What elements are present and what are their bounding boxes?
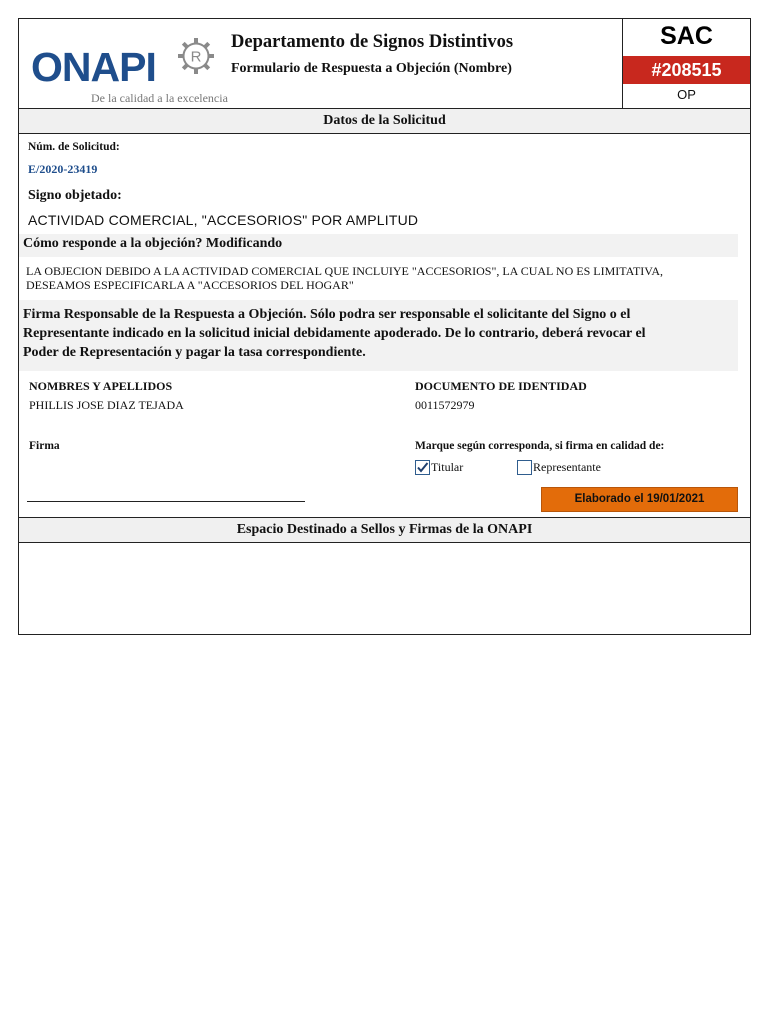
responde-row <box>19 234 738 257</box>
logo-wordmark: ONAPI <box>31 44 156 90</box>
firma-note-block <box>19 300 738 371</box>
objection-response-form <box>18 18 751 635</box>
elaborado-badge: Elaborado el 19/01/2021 <box>541 487 738 512</box>
representante-checkbox[interactable] <box>517 460 532 475</box>
sellos-space <box>19 543 750 634</box>
checkmark-icon <box>416 461 429 474</box>
form-header <box>19 19 750 108</box>
signo-value: ACTIVIDAD COMERCIAL, "ACCESORIOS" POR AMPLITUD <box>28 212 419 228</box>
logo-tagline: De la calidad a la excelencia <box>91 91 228 105</box>
titular-checkbox[interactable] <box>415 460 430 475</box>
sac-label: SAC <box>660 22 713 50</box>
form-title: Formulario de Respuesta a Objeción (Nombre) <box>231 61 512 76</box>
responde-label: Cómo responde a la objeción? Modificando <box>23 236 283 251</box>
num-solicitud-value: E/2020-23419 <box>28 162 98 176</box>
firma-label: Firma <box>29 440 60 452</box>
firma-note-line-2: Representante indicado en la solicitud inicial debidamente apoderado. De lo contrario, deberá revocar el <box>23 326 646 341</box>
documento-label: DOCUMENTO DE IDENTIDAD <box>415 379 587 393</box>
respuesta-line-2: DESEAMOS ESPECIFICARLA A "ACCESORIOS DEL HOGAR" <box>26 278 354 292</box>
num-solicitud-label: Núm. de Solicitud: <box>28 141 120 153</box>
registered-gear-icon <box>177 37 215 75</box>
documento-value: 0011572979 <box>415 398 475 412</box>
onapi-logo <box>31 37 231 107</box>
signature-line <box>27 501 305 502</box>
nombres-label: NOMBRES Y APELLIDOS <box>29 379 173 393</box>
sac-box <box>622 19 750 108</box>
signo-label: Signo objetado: <box>28 188 122 203</box>
firma-note-line-1: Firma Responsable de la Respuesta a Objeción. Sólo podra ser responsable el solicitante del Signo o el <box>23 307 631 322</box>
calidad-label: Marque según corresponda, si firma en calidad de: <box>415 440 665 452</box>
titular-label: Titular <box>431 460 464 474</box>
representante-label: Representante <box>533 460 601 474</box>
section-header-sellos: Espacio Destinado a Sellos y Firmas de la ONAPI <box>19 517 750 543</box>
sac-code: OP <box>677 87 696 102</box>
firma-note-line-3: Poder de Representación y pagar la tasa correspondiente. <box>23 345 366 360</box>
respuesta-line-1: LA OBJECION DEBIDO A LA ACTIVIDAD COMERCIAL QUE INCLUIYE "ACCESORIOS", LA CUAL NO ES LIMITATIVA, <box>26 264 664 278</box>
logo-mark-text: R <box>190 48 202 66</box>
department-title: Departamento de Signos Distintivos <box>231 32 514 52</box>
nombres-value: PHILLIS JOSE DIAZ TEJADA <box>29 398 184 412</box>
sac-number: #208515 <box>623 56 750 84</box>
section-header-datos: Datos de la Solicitud <box>19 108 750 134</box>
